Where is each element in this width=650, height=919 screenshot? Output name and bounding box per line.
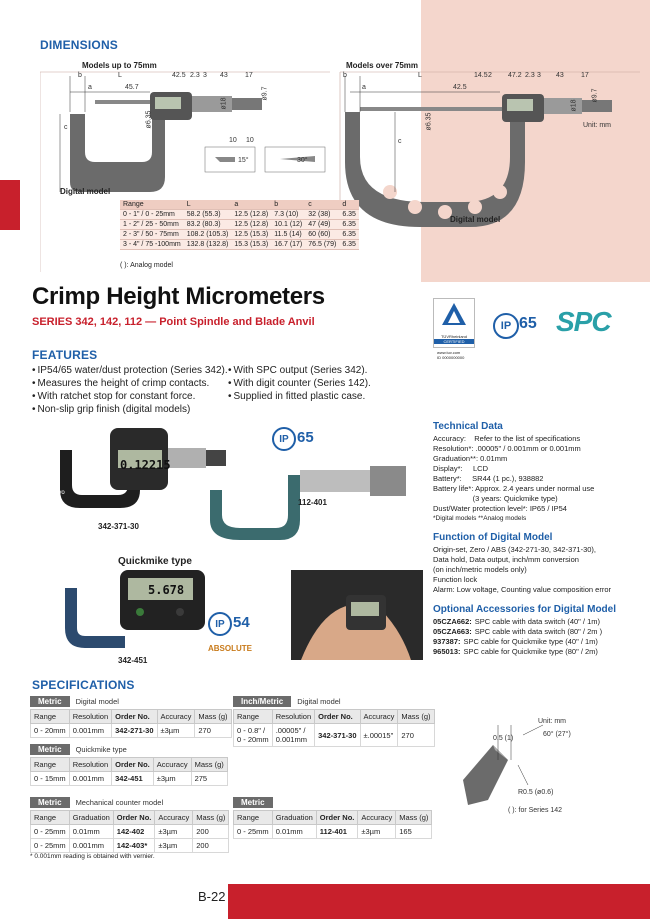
dim-23-left: 2.3 [190,72,200,79]
spec-header-cell: Range [234,710,273,724]
optional-accessories [433,605,616,657]
spec-table-1 [30,696,232,738]
dim-table-cell: 12.5 (12.8) [231,210,271,220]
spec2-caption: Digital model [297,697,341,706]
spec-cell: 0 - 25mm [31,825,70,839]
spec-header-cell: Order No. [113,811,155,825]
dim-table-cell: 0 - 1" / 0 - 25mm [120,210,184,220]
detail-ten-2: 10 [246,137,254,144]
spec3-badge: Metric [30,744,70,755]
dim-17-right: 17 [581,72,589,79]
micrometer-photo-342-451 [60,568,210,653]
spec2-badge: Inch/Metric [233,696,291,707]
spec-cell: 0 - 0.8" / 0 - 20mm [234,724,273,747]
spec-header-cell: Accuracy [358,811,396,825]
function-line: Function lock [433,575,478,584]
tuv-certified: CERTIFIED [434,339,474,344]
digital-model-right: Digital model [450,215,501,224]
spec-header-cell: Accuracy [155,811,193,825]
spec-cell: 342-271-30 [112,724,157,738]
spec-header-row [234,811,432,825]
dim-table-header-cell: d [339,200,359,210]
dim-b-left: b [78,72,82,79]
tuv-triangle-icon [434,299,474,329]
detail-30-deg: 30° [297,157,308,164]
absolute-logo: ABSOLUTE [208,644,252,653]
label-342-371-30: 342-371-30 [98,522,139,531]
ip-badge-54: IP [208,612,232,636]
spec-row [234,724,435,747]
function-title: Function of Digital Model [433,532,553,543]
spec-row [31,839,229,853]
spec-header-cell: Range [31,710,70,724]
dim-table-header-cell: a [231,200,271,210]
spec-row [31,825,229,839]
tip-note: ( ): for Series 142 [508,807,563,814]
feature-item: • With SPC output (Series 342). [228,364,371,377]
accessory-item [433,647,616,657]
function-line: Data hold, Data output, inch/mm conversion [433,555,579,564]
dim-table-cell: 108.2 (105.3) [184,230,232,240]
spec-cell: 0 - 25mm [31,839,70,853]
dim-table-cell: 10.1 (12) [271,220,305,230]
spec-header-cell: Range [31,811,70,825]
dim-table-row [120,210,359,220]
spec4-table [30,810,229,853]
dim-table-cell: 47 (49) [305,220,339,230]
spec-header-cell: Mass (g) [193,811,229,825]
function-lines [433,545,611,595]
hand-photo-svg [291,570,423,660]
spec-cell: 112-401 [316,825,358,839]
dim-2-right: 2 [488,72,492,79]
label-112-401: 112-401 [298,498,327,507]
spec-cell: 270 [195,724,231,738]
technical-data [433,422,594,524]
feature-item: • With ratchet stop for constant force. [32,390,228,403]
function-line: (on inch/metric models only) [433,565,527,574]
brand-label-1: Mitutoyo [42,490,65,496]
dim-table-cell: 76.5 (79) [305,240,339,250]
dim-L-right: L [418,72,422,79]
feature-item: • Supplied in fitted plastic case. [228,390,371,403]
technical-line: (3 years: Quickmike type) [433,494,558,503]
accessory-item [433,637,616,647]
spec-header-cell: Resolution [272,710,314,724]
dim-b-right: b [343,72,347,79]
footer-bar [228,884,650,919]
dim-c-left: c [64,124,68,131]
spec2-table [233,709,435,747]
spec-header-row [31,811,229,825]
ip54-number: 54 [233,614,250,631]
spec-header-cell: Mass (g) [191,758,227,772]
spec-cell: ±3µm [155,825,193,839]
dim-table-header-cell: L [184,200,232,210]
technical-data-title: Technical Data [433,421,503,432]
function-line: Origin-set, Zero / ABS (342-271-30, 342-371-30), [433,545,597,554]
dim-table-cell: 6.35 [339,220,359,230]
tuv-id: ID 0000000000 [437,355,465,360]
technical-footnote: *Digital models **Analog models [433,515,527,522]
dim-43-left: 43 [220,72,228,79]
spec-header-cell: Range [31,758,70,772]
dim-table-header-cell: c [305,200,339,210]
feature-item: • With digit counter (Series 142). [228,377,371,390]
accessory-desc: SPC cable for Quickmike type (80" / 2m) [463,647,598,656]
dim-table-cell: 16.7 (17) [271,240,305,250]
spec-header-cell: Graduation [69,811,113,825]
dim-472-right: 47.2 [508,72,522,79]
tip-05: 0.5 (1) [493,735,514,742]
spec-cell: ±.00015" [360,724,398,747]
spec-cell: ±3µm [358,825,396,839]
spec3-table [30,757,228,786]
technical-line: Accuracy: Refer to the list of specifications [433,434,581,443]
spec-row [31,772,228,786]
spec-table-4 [30,797,229,853]
spec4-badge: Metric [30,797,70,808]
tip-unit: Unit: mm [538,718,566,725]
tip-60deg: 60° (27°) [543,731,571,738]
dim-457-left: 45.7 [125,84,139,91]
spec-cell: 0 - 25mm [234,825,273,839]
dim-43-right: 43 [556,72,564,79]
technical-line: Battery life*: Approx. 2.4 years under normal use [433,484,595,493]
dim-phi635-right: ø6.35 [425,112,433,131]
dim-table-cell: 6.35 [339,230,359,240]
page-title: Crimp Height Micrometers [32,283,325,310]
accessories-lines [433,617,616,657]
dim-c-right: c [398,138,402,145]
spec-cell: 165 [396,825,432,839]
dimensions-note: ( ): Analog model [120,262,173,269]
dim-table-cell: 1 - 2" / 25 - 50mm [120,220,184,230]
feature-item: • IP54/65 water/dust protection (Series 342). [32,364,228,377]
spec-cell: 275 [191,772,227,786]
spec-cell: ±3µm [153,772,191,786]
features-left-list [32,364,228,416]
spec-cell: 342-451 [112,772,154,786]
spec-header-cell: Mass (g) [195,710,231,724]
ip65-number: 65 [519,315,537,332]
dim-table-header-cell: b [271,200,305,210]
spec-footnote: * 0.001mm reading is obtained with vernier. [30,853,155,860]
dim-phi18-left: ø18 [220,97,228,110]
spec4-caption: Mechanical counter model [75,798,164,807]
tuv-logo [433,298,475,348]
spec-header-row [31,758,228,772]
technical-line: Display*: LCD [433,464,489,473]
spec-cell: 342-371-30 [315,724,360,747]
spec-cell: 0.01mm [272,825,316,839]
quickmike-label: Quickmike type [118,556,192,567]
ip-badge-photo: IP [272,427,296,451]
spec-header-cell: Resolution [69,758,111,772]
spec-cell: ±3µm [155,839,193,853]
spec-cell: 0.001mm [69,724,111,738]
spec-header-cell: Order No. [112,758,154,772]
spec-header-cell: Resolution [69,710,111,724]
spec-row [31,724,232,738]
accessory-desc: SPC cable for Quickmike type (40" / 1m) [463,637,598,646]
ip65-photo-number: 65 [297,429,314,446]
tuv-text: TÜVRheinland [440,334,467,339]
technical-line: Dust/Water protection level*: IP65 / IP54 [433,504,567,513]
accessory-code: 937387: [433,637,461,646]
brand-label-2: Mitutoyo [238,515,261,521]
spec-header-cell: Accuracy [157,710,195,724]
unit-label-dim: Unit: mm [583,122,611,129]
accessory-item [433,617,616,627]
spec-header-cell: Accuracy [153,758,191,772]
dim-table-cell: 83.2 (80.3) [184,220,232,230]
ip-badge: IP [493,313,519,339]
spec1-caption: Digital model [75,697,119,706]
display-value-342-451: 5.678 [148,583,185,597]
dim-phi97-left: ø9.7 [261,86,269,101]
dim-phi18-right: ø18 [570,99,578,112]
spec-table-5 [233,797,432,839]
spec-table-2 [233,696,435,747]
spec-cell: 200 [193,839,229,853]
tuv-url: www.tuv.com [437,350,461,355]
spec-cell: 200 [193,825,229,839]
dim-phi635-left: ø6.35 [145,110,153,129]
spec-cell: 142-402 [113,825,155,839]
function-digital [433,533,611,595]
dim-table-header-cell: Range [120,200,184,210]
dim-table-cell: 6.35 [339,210,359,220]
specifications-title: SPECIFICATIONS [32,678,135,692]
digital-model-left: Digital model [60,187,111,196]
spec-header-cell: Mass (g) [398,710,434,724]
dimensions-table-header [120,200,359,210]
feature-item: • Measures the height of crimp contacts. [32,377,228,390]
accessories-title: Optional Accessories for Digital Model [433,604,616,615]
dimensions-title: DIMENSIONS [40,38,119,52]
dim-145-right: 14.5 [474,72,488,79]
spec-table-3 [30,744,228,786]
spec-header-cell: Range [234,811,273,825]
spec-header-cell: Mass (g) [396,811,432,825]
accessory-code: 05CZA662: [433,617,472,626]
dim-L-left: L [118,72,122,79]
dim-3-right: 3 [537,72,541,79]
technical-line: Graduation**: 0.01mm [433,454,508,463]
spec-header-cell: Graduation [272,811,316,825]
dim-table-cell: 6.35 [339,240,359,250]
dimensions-table [120,200,359,250]
tip-diagram [433,705,633,825]
spec1-badge: Metric [30,696,70,707]
detail-ten-1: 10 [229,137,237,144]
tip-phi05: R0.5 (ø0.6) [518,789,554,796]
dim-table-cell: 12.5 (15.3) [231,230,271,240]
detail-15-deg: 15° [238,157,249,164]
accessory-code: 05CZA663: [433,627,472,636]
dim-table-row [120,220,359,230]
dim-table-cell: 15.3 (15.3) [231,240,271,250]
spec-cell: 0.001mm [69,839,113,853]
dim-23-right: 2.3 [525,72,535,79]
spec5-table [233,810,432,839]
features-right-list [228,364,371,403]
technical-line: Resolution*: .00005" / 0.001mm or 0.001mm [433,444,581,453]
spec-cell: 0.01mm [69,825,113,839]
spc-logo: SPC [556,306,611,337]
dim-table-cell: 60 (60) [305,230,339,240]
spec-cell: 142-403* [113,839,155,853]
dim-table-cell: 3 - 4" / 75 -100mm [120,240,184,250]
dim-425-right: 42.5 [453,84,467,91]
spec-row [234,825,432,839]
function-line: Alarm: Low voltage, Counting value composition error [433,585,612,594]
dim-table-cell: 32 (38) [305,210,339,220]
dim-phi97-right: ø9.7 [591,88,599,103]
series-subtitle: SERIES 342, 142, 112 — Point Spindle and Blade Anvil [32,316,315,328]
technical-line: Battery*: SR44 (1 pc.), 938882 [433,474,544,483]
dim-a-left: a [88,84,92,91]
spec-cell: .00005" / 0.001mm [272,724,314,747]
left-model-caption: Models up to 75mm [82,61,157,70]
spec3-caption: Quickmike type [75,745,127,754]
accessory-code: 965013: [433,647,461,656]
spec-cell: ±3µm [157,724,195,738]
feature-item: • Non-slip grip finish (digital models) [32,403,228,416]
dim-17-left: 17 [245,72,253,79]
spec-cell: 270 [398,724,434,747]
label-342-451: 342-451 [118,656,148,665]
spec-header-row [234,710,435,724]
dim-table-cell: 132.8 (132.8) [184,240,232,250]
display-value-342-371-30: 0.12215 [120,458,171,472]
right-model-caption: Models over 75mm [346,61,419,70]
hand-photo [291,570,423,660]
page-number: B-22 [198,889,226,904]
accessory-desc: SPC cable with data switch (40" / 1m) [474,617,600,626]
dim-table-cell: 11.5 (14) [271,230,305,240]
red-tab [0,180,20,230]
accessory-item [433,627,616,637]
spec-header-cell: Order No. [316,811,358,825]
dim-table-row [120,230,359,240]
technical-data-lines [433,434,594,514]
spec-cell: 0 - 15mm [31,772,70,786]
dimensions-table-body [120,210,359,250]
dim-425-left: 42.5 [172,72,186,79]
spec-header-row [31,710,232,724]
dim-a-right: a [362,84,366,91]
dim-table-cell: 7.3 (10) [271,210,305,220]
spec1-table [30,709,232,738]
spec-header-cell: Order No. [112,710,157,724]
dim-table-cell: 12.5 (12.8) [231,220,271,230]
accessory-desc: SPC cable with data switch (80" / 2m ) [474,627,603,636]
spec-header-cell: Order No. [315,710,360,724]
dim-3-left: 3 [203,72,207,79]
spec5-badge: Metric [233,797,273,808]
features-title: FEATURES [32,348,98,362]
dim-table-cell: 2 - 3" / 50 - 75mm [120,230,184,240]
dim-table-cell: 58.2 (55.3) [184,210,232,220]
spec-header-cell: Accuracy [360,710,398,724]
spec-cell: 0.001mm [69,772,111,786]
dim-table-row [120,240,359,250]
spec-cell: 0 - 20mm [31,724,70,738]
